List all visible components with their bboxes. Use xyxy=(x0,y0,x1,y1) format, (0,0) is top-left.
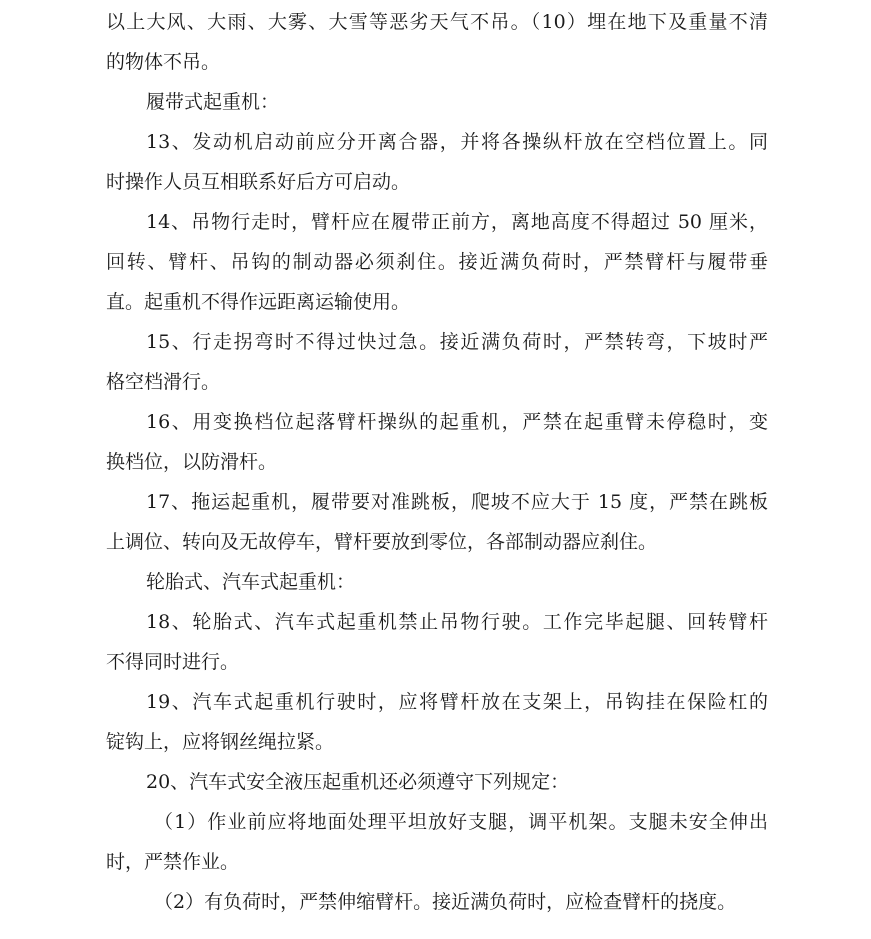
text-line: 格空档滑行。 xyxy=(106,371,221,393)
text-line: 不得同时进行。 xyxy=(106,651,240,673)
text-line: 锭钩上，应将钢丝绳拉紧。 xyxy=(106,731,335,753)
text-line: 20、汽车式安全液压起重机还必须遵守下列规定： xyxy=(146,771,570,793)
text-line: （2）有负荷时，严禁伸缩臂杆。接近满负荷时，应检查臂杆的挠度。 xyxy=(154,891,737,913)
text-line: 18、轮胎式、汽车式起重机禁止吊物行驶。工作完毕起腿、回转臂杆 xyxy=(146,611,768,633)
text-line: 16、用变换档位起落臂杆操纵的起重机，严禁在起重臂未停稳时，变 xyxy=(146,411,768,433)
text-line: 的物体不吊。 xyxy=(106,51,221,73)
text-line: 时，严禁作业。 xyxy=(106,851,240,873)
section-heading: 履带式起重机： xyxy=(146,91,280,113)
text-line: 以上大风、大雨、大雾、大雪等恶劣天气不吊。（10）埋在地下及重量不清 xyxy=(106,11,768,33)
text-line: 直。起重机不得作远距离运输使用。 xyxy=(106,291,411,313)
text-line: 13、发动机启动前应分开离合器，并将各操纵杆放在空档位置上。同 xyxy=(146,131,768,153)
text-line: 14、吊物行走时，臂杆应在履带正前方，离地高度不得超过 50 厘米， xyxy=(146,211,768,233)
text-line: 换档位，以防滑杆。 xyxy=(106,451,278,473)
text-line: 时操作人员互相联系好后方可启动。 xyxy=(106,171,411,193)
text-line: （1）作业前应将地面处理平坦放好支腿，调平机架。支腿未安全伸出 xyxy=(154,811,768,833)
text-line: 上调位、转向及无故停车，臂杆要放到零位，各部制动器应刹住。 xyxy=(106,531,658,553)
text-line: 回转、臂杆、吊钩的制动器必须刹住。接近满负荷时，严禁臂杆与履带垂 xyxy=(106,251,768,273)
text-line: 17、拖运起重机，履带要对准跳板，爬坡不应大于 15 度，严禁在跳板 xyxy=(146,491,768,513)
text-line: 15、行走拐弯时不得过快过急。接近满负荷时，严禁转弯，下坡时严 xyxy=(146,331,768,353)
text-line: 19、汽车式起重机行驶时，应将臂杆放在支架上，吊钩挂在保险杠的 xyxy=(146,691,768,713)
section-heading: 轮胎式、汽车式起重机： xyxy=(146,571,356,593)
